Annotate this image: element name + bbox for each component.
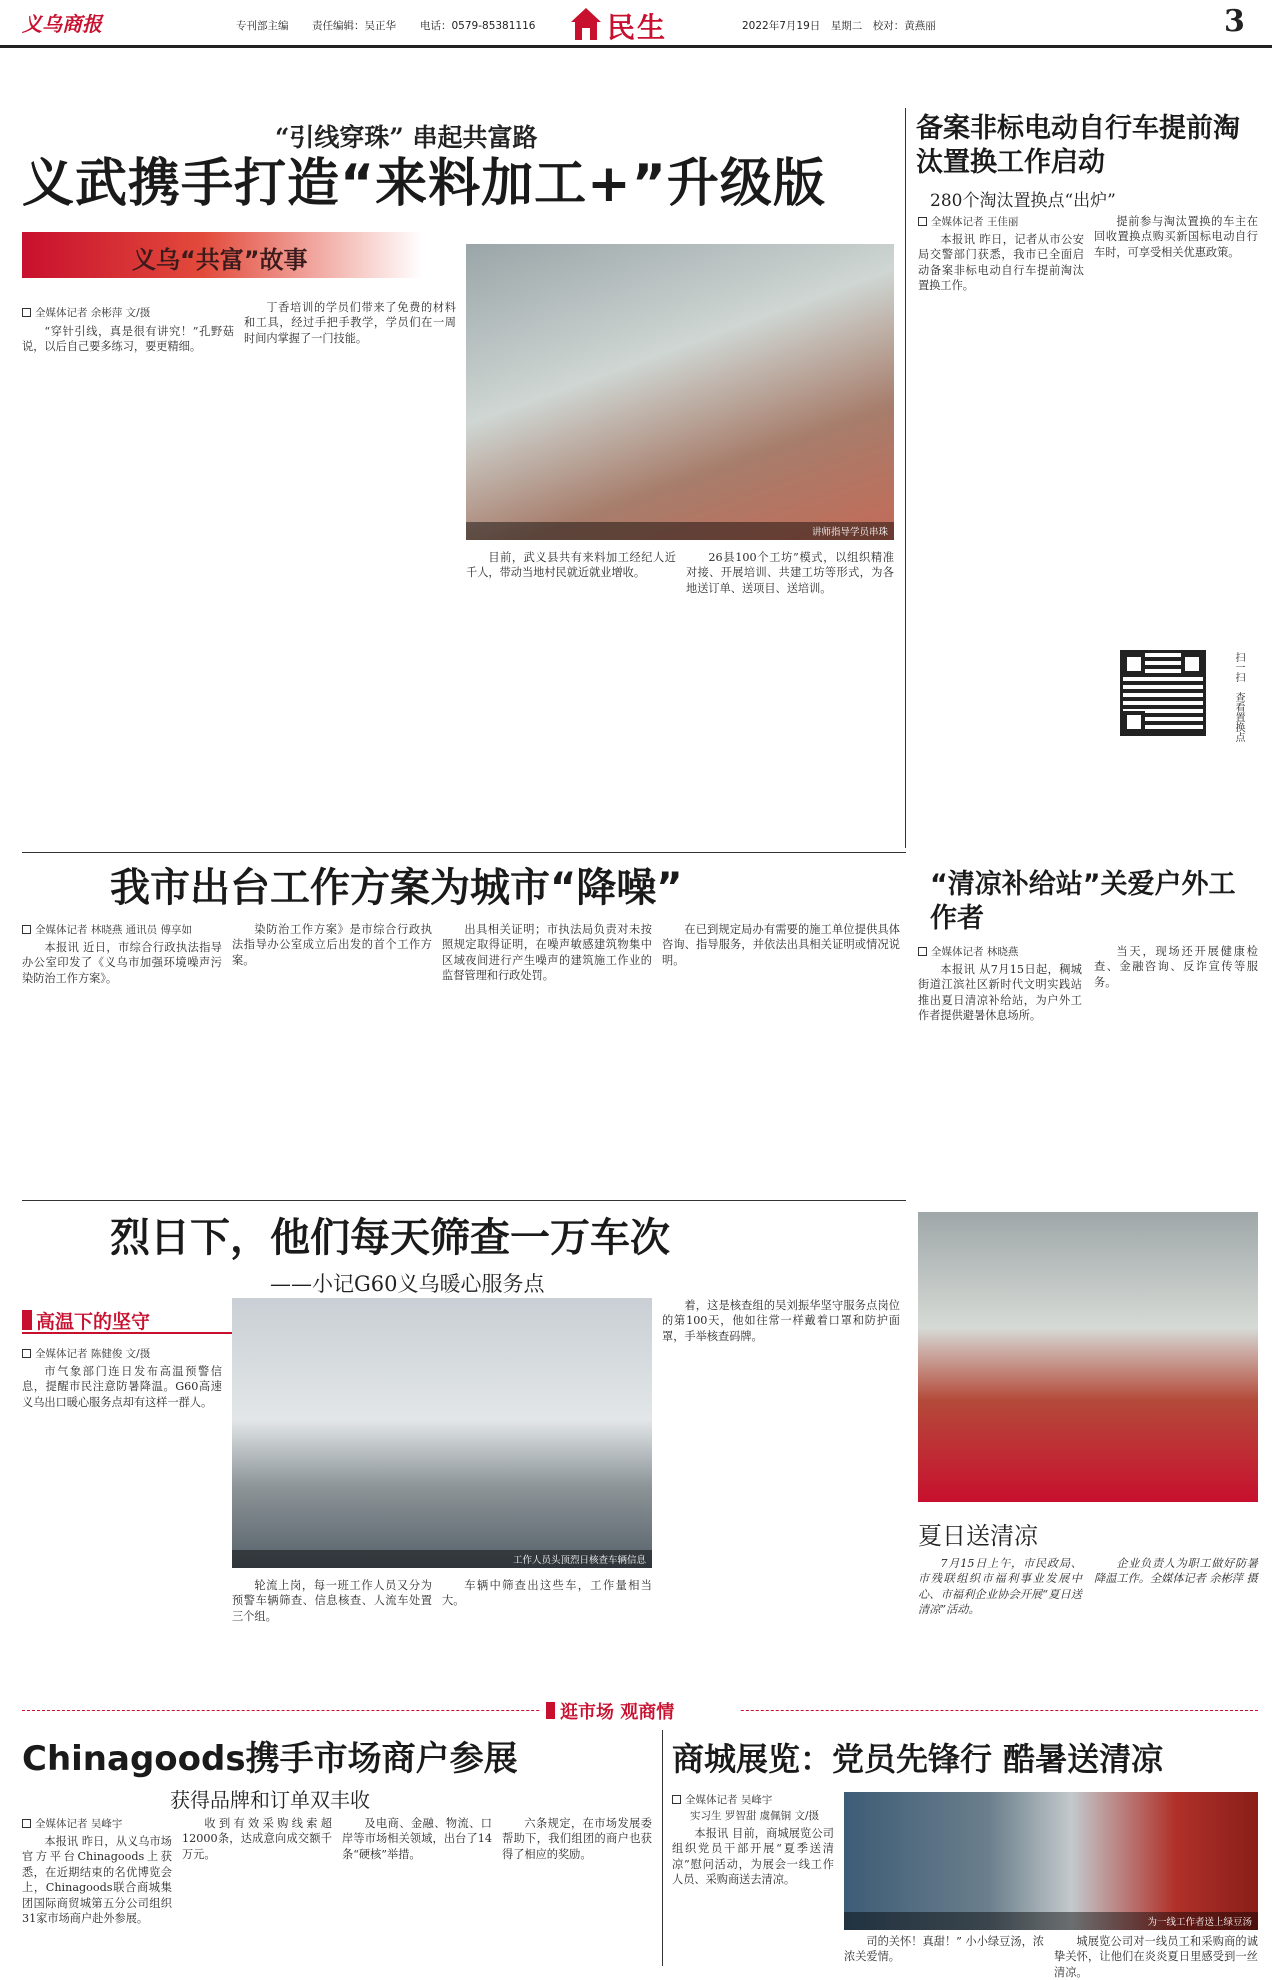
vertical-divider bbox=[662, 1730, 663, 1966]
byline-box-icon bbox=[672, 1795, 681, 1804]
article5-photo bbox=[232, 1298, 652, 1568]
section-banner bbox=[540, 1698, 740, 1722]
staff: 专刊部主编 bbox=[236, 20, 289, 32]
article1-col1: “穿针引线，真是很有讲究！”孔野菇说，以后自己要多练习，要更精细。 bbox=[22, 325, 234, 354]
byline-box-icon bbox=[22, 925, 31, 934]
article1-photo bbox=[466, 244, 894, 540]
article8-byline: 全媒体记者 吴峰宇 bbox=[672, 1792, 822, 1807]
article2-headline: 备案非标电动自行车提前淘汰置换工作启动 bbox=[916, 113, 1240, 178]
article2-col2: 提前参与淘汰置换的车主在回收置换点购买新国标电动自行车时，可享受相关优惠政策。 bbox=[1094, 215, 1258, 259]
article7-byline: 全媒体记者 吴峰宇 bbox=[22, 1816, 172, 1831]
article5-col3: 车辆中筛查出这些车，工作量相当大。 bbox=[442, 1579, 652, 1608]
paper-name: 义乌商报 bbox=[22, 12, 102, 36]
article3-col4: 在已到规定局办有需要的施工单位提供具体咨询、指导服务，并依法出具相关证明或情况说明。 bbox=[662, 923, 900, 967]
article8-col3: 城展览公司对一线员工和采购商的诚挚关怀，让他们在炎炎夏日里感受到一丝清凉。 bbox=[1054, 1935, 1258, 1979]
section-banner-label: 逛市场 观商情 bbox=[560, 1702, 675, 1723]
article5-col4: 着，这是核查组的吴刘振华坚守服务点岗位的第100天，他如往常一样戴着口罩和防护面罩，手举核查码牌。 bbox=[662, 1299, 900, 1343]
horizontal-divider bbox=[22, 1200, 906, 1201]
article4-col1: 本报讯 从7月15日起，稠城街道江滨社区新时代文明实践站推出夏日清凉补给站，为户外工作者提供避暑休息场所。 bbox=[918, 963, 1082, 1023]
page-number: 3 bbox=[1224, 4, 1245, 39]
article1-banner bbox=[22, 232, 422, 278]
article2-subhead: 280个淘汰置换点“出炉” bbox=[930, 191, 1116, 211]
article7-col1: 本报讯 昨日，从义乌市场官方平台Chinagoods上获悉，在近期结束的名优博览会上，Chinagoods联合商城集团国际商贸城第五分公司组织31家市场商户赴外参展。 bbox=[22, 1835, 172, 1926]
banner-mark bbox=[546, 1702, 555, 1719]
article8-col1: 本报讯 目前，商城展览公司组织党员干部开展“夏季送清凉”慰问活动，为展会一线工作人员、采购商送去清凉。 bbox=[672, 1827, 834, 1887]
article2-byline: 全媒体记者 王佳丽 bbox=[918, 214, 1088, 229]
article5-byline: 全媒体记者 陈健俊 文/摄 bbox=[22, 1346, 222, 1361]
article5-banner bbox=[22, 1306, 232, 1334]
section-name: 民生 bbox=[607, 11, 668, 44]
article5-col2: 轮流上岗，每一班工作人员又分为预警车辆筛查、信息核查、人流车处置三个组。 bbox=[232, 1579, 432, 1623]
article7-col4: 六条规定，在市场发展委帮助下，我们组团的商户也获得了相应的奖励。 bbox=[502, 1817, 652, 1861]
article8-col2: 司的关怀！真甜！” 小小绿豆汤，浓浓关爱情。 bbox=[844, 1935, 1044, 1964]
article7-subhead: 获得品牌和订单双丰收 bbox=[170, 1788, 370, 1812]
article7-col3: 及电商、金融、物流、口岸等市场相关领域，出台了14条“硬核”举措。 bbox=[342, 1817, 492, 1861]
article4-byline: 全媒体记者 林晓燕 bbox=[918, 944, 1088, 959]
article8-headline: 商城展览：党员先锋行 酷暑送清凉 bbox=[672, 1740, 1164, 1778]
article1-banner-label: 义乌“共富”故事 bbox=[132, 246, 308, 274]
article6-caption: 7月15日上午，市民政局、市残联组织市福利事业发展中心、市福利企业协会开展“夏日送清凉”活动。 bbox=[918, 1557, 1082, 1617]
article2-col1: 本报讯 昨日，记者从市公安局交警部门获悉，我市已全面启动备案非标电动自行车提前淘汰置换工作。 bbox=[918, 233, 1084, 293]
date: 2022年7月19日 星期二 校对：黄燕丽 bbox=[742, 20, 936, 32]
phone: 电话：0579-85381116 bbox=[420, 20, 536, 32]
article8-photo bbox=[844, 1792, 1258, 1930]
masthead bbox=[0, 0, 1272, 48]
article1-photo-caption: 讲师指导学员串珠 bbox=[466, 522, 894, 540]
qr-code bbox=[1120, 650, 1206, 736]
byline-box-icon bbox=[22, 1819, 31, 1828]
byline-box-icon bbox=[22, 308, 31, 317]
article6-photo bbox=[918, 1212, 1258, 1502]
article7-headline: Chinagoods携手市场商户参展 bbox=[22, 1739, 518, 1779]
article1-col3: 目前，武义县共有来料加工经纪人近千人，带动当地村民就近就业增收。 bbox=[466, 551, 676, 580]
article1-col4: 26县100个工坊”模式，以组织精准对接、开展培训、共建工坊等形式，为各地送订单、送项目、送培训。 bbox=[686, 551, 894, 595]
article3-headline: 我市出台工作方案为城市“降噪” bbox=[110, 865, 683, 911]
article4-headline: “清凉补给站”关爱户外工作者 bbox=[930, 869, 1236, 934]
vertical-divider bbox=[905, 108, 906, 848]
article5-col1: 市气象部门连日发布高温预警信息，提醒市民注意防暑降温。G60高速义乌出口暖心服务点却有这样一群人。 bbox=[22, 1365, 222, 1409]
article3-col1: 本报讯 近日，市综合行政执法指导办公室印发了《义乌市加强环境噪声污染防治工作方案》。 bbox=[22, 941, 222, 985]
horizontal-divider bbox=[22, 852, 906, 853]
article5-photo-caption: 工作人员头顶烈日核查车辆信息 bbox=[232, 1550, 652, 1568]
editor: 责任编辑：吴正华 bbox=[312, 20, 396, 32]
byline-box-icon bbox=[918, 217, 927, 226]
article1-byline: 全媒体记者 余彬萍 文/摄 bbox=[22, 305, 242, 320]
article1-headline: 义武携手打造“来料加工+”升级版 bbox=[22, 154, 826, 214]
article8-byline2: 实习生 罗智甜 虞佩铜 文/摄 bbox=[690, 1810, 820, 1822]
article8-photo-caption: 为一线工作者送上绿豆汤 bbox=[844, 1912, 1258, 1930]
article7-col2: 收到有效采购线索超12000条，达成意向成交额千万元。 bbox=[182, 1817, 332, 1861]
article3-byline: 全媒体记者 林晓燕 通讯员 傅享如 bbox=[22, 922, 222, 937]
article5-headline: 烈日下，他们每天筛查一万车次 bbox=[110, 1215, 670, 1261]
article1-kicker: “引线穿珠” 串起共富路 bbox=[275, 123, 538, 152]
qr-caption: 扫一扫 查看置换点 bbox=[1233, 652, 1244, 742]
house-icon bbox=[569, 6, 603, 42]
article3-col2: 染防治工作方案》是市综合行政执法指导办公室成立后出发的首个工作方案。 bbox=[232, 923, 432, 967]
banner-mark bbox=[22, 1310, 32, 1330]
article1-col2: 丁香培训的学员们带来了免费的材料和工具，经过手把手教学，学员们在一周时间内掌握了一门技能。 bbox=[244, 301, 456, 345]
article6-caption2: 企业负责人为职工做好防暑降温工作。全媒体记者 余彬萍 摄 bbox=[1094, 1557, 1258, 1586]
byline-box-icon bbox=[22, 1349, 31, 1358]
article5-subhead: ——小记G60义乌暖心服务点 bbox=[270, 1272, 545, 1296]
article6-photo-title: 夏日送清凉 bbox=[918, 1522, 1038, 1550]
byline-box-icon bbox=[918, 947, 927, 956]
section-logo bbox=[567, 4, 707, 44]
article5-banner-label: 高温下的坚守 bbox=[36, 1311, 151, 1333]
article3-col3: 出具相关证明；市执法局负责对未按照规定取得证明，在噪声敏感建筑物集中区域夜间进行产生噪声的建筑施工作业的监督管理和行政处罚。 bbox=[442, 923, 652, 983]
article4-col2: 当天，现场还开展健康检查、金融咨询、反诈宣传等服务。 bbox=[1094, 945, 1258, 989]
